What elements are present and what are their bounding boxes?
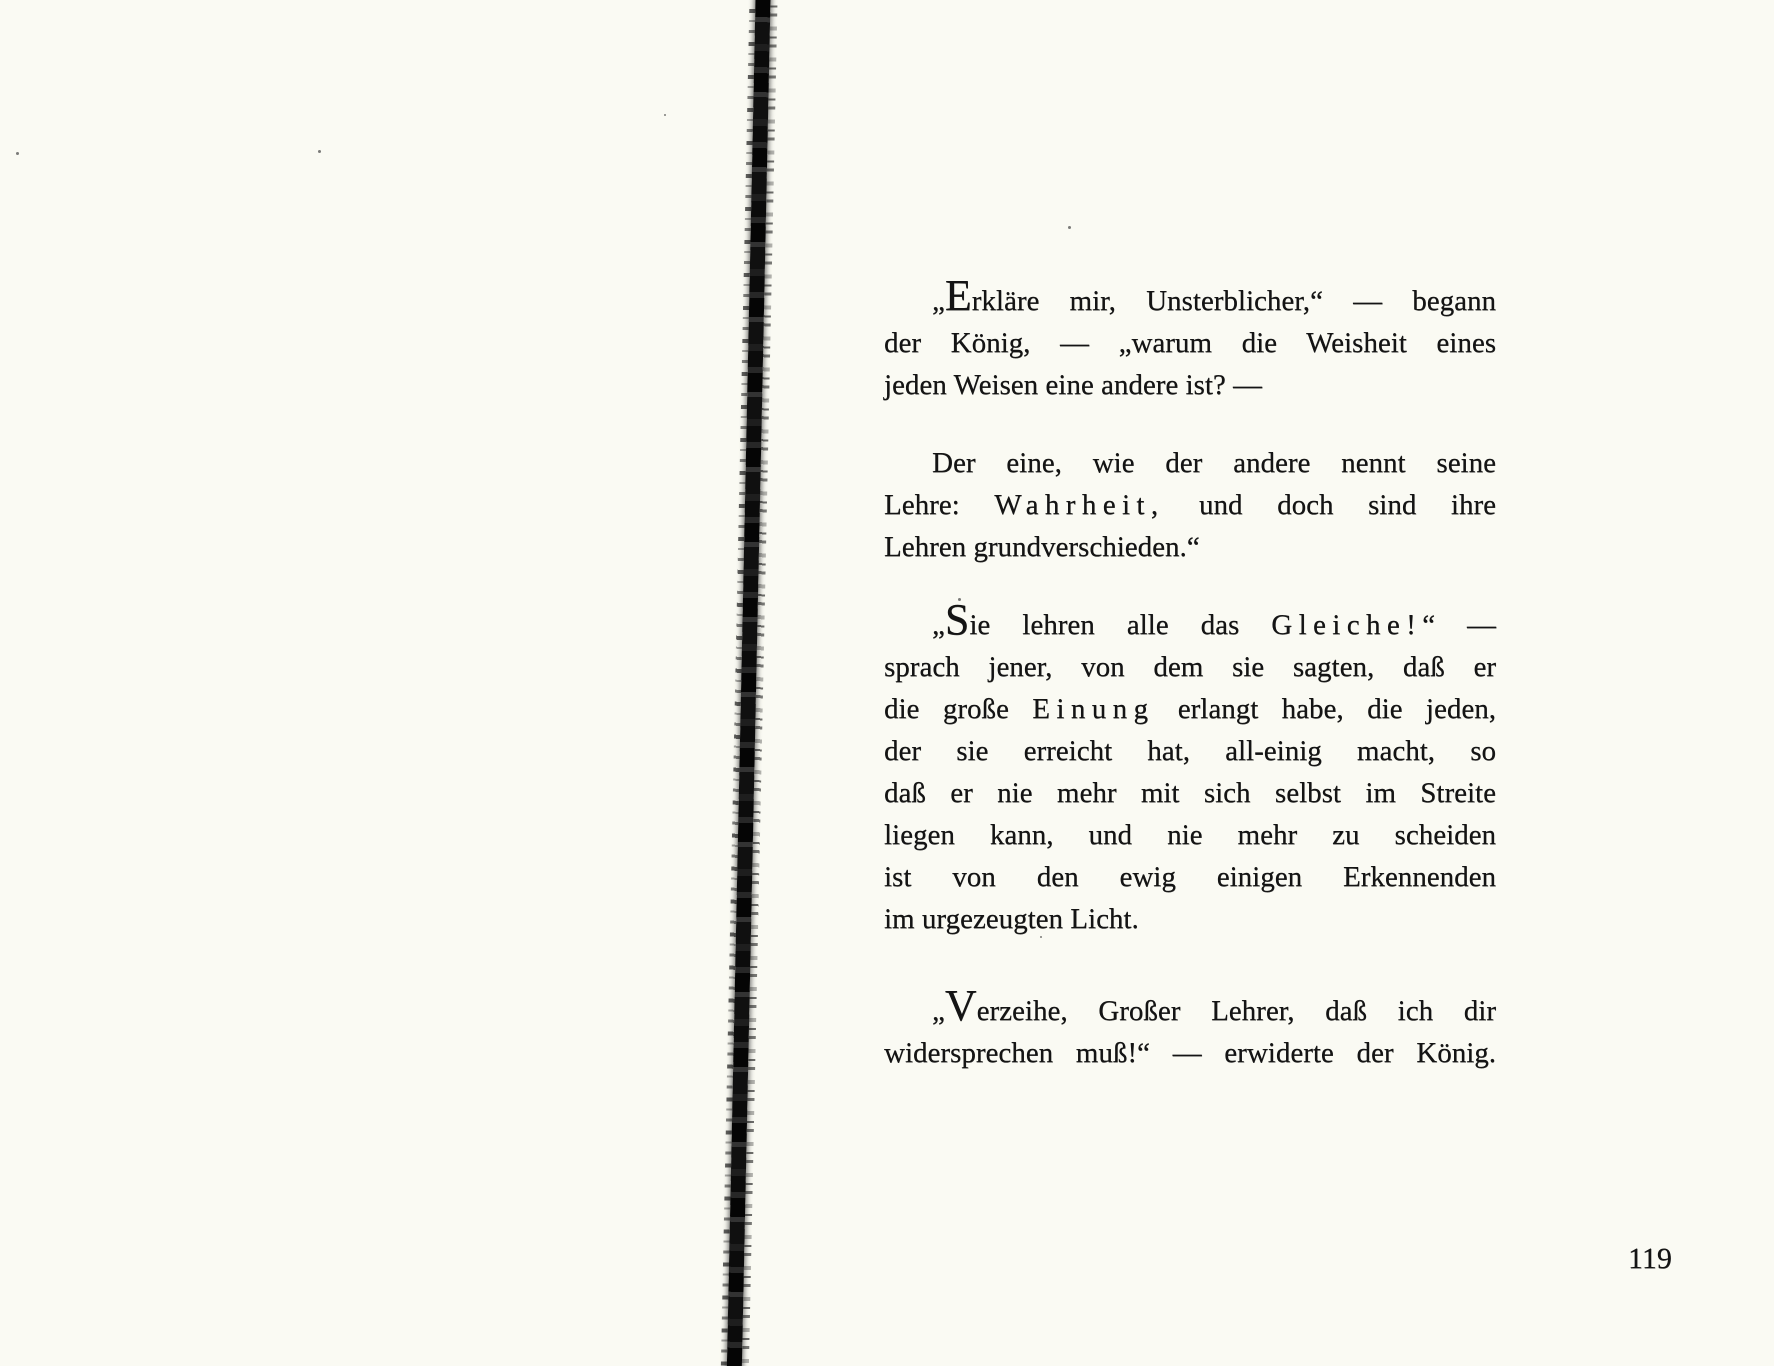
line-text: erzeihe, Großer Lehrer, daß ich dir: [976, 995, 1496, 1027]
letterspaced-word: Einung: [1032, 693, 1155, 725]
text-line: Der eine, wie der andere nennt seine: [932, 447, 1496, 479]
dust-speck: [318, 150, 321, 153]
quote-mark: „: [932, 285, 945, 317]
dust-speck: [664, 114, 666, 116]
initial-capital: E: [944, 271, 972, 320]
paragraph-2: [884, 442, 1496, 568]
text-line: [884, 271, 1496, 322]
text-line: der König, — „warum die Weisheit eines: [884, 327, 1496, 359]
text-line: im urgezeugten Licht.: [884, 903, 1139, 935]
text-line: ist von den ewig einigen Erkennenden: [884, 861, 1496, 893]
line-text: und doch sind ihre: [1164, 489, 1496, 521]
text-line: [884, 484, 1496, 526]
line-text: Lehre:: [884, 489, 995, 521]
line-text: ie lehren alle das: [969, 609, 1272, 641]
text-line: der sie erreicht hat, all-einig macht, so: [884, 735, 1496, 767]
text-line: widersprechen muß!“ — erwiderte der König.: [884, 1037, 1496, 1069]
line-text: erlangt habe, die jeden,: [1154, 693, 1496, 725]
paragraph-1: [884, 271, 1496, 406]
page-number: 119: [1628, 1242, 1672, 1275]
text-line: jeden Weisen eine andere ist? —: [884, 369, 1263, 401]
initial-capital: V: [944, 981, 977, 1030]
text-line: sprach jener, von dem sie sagten, daß er: [884, 651, 1496, 683]
page-text-block: [884, 271, 1496, 1074]
text-line: [884, 595, 1496, 646]
line-text: “ —: [1422, 609, 1496, 641]
dust-speck: [16, 152, 19, 155]
initial-capital: S: [944, 595, 970, 644]
text-line: [884, 981, 1496, 1032]
letterspaced-word: Wahrheit,: [994, 489, 1165, 521]
paragraph-4: [884, 981, 1496, 1074]
text-line: daß er nie mehr mit sich selbst im Streite: [884, 777, 1496, 809]
quote-mark: „: [932, 609, 945, 641]
line-text: die große: [884, 693, 1033, 725]
text-line: Lehren grundverschieden.“: [884, 531, 1200, 563]
text-line: [884, 688, 1496, 730]
dust-speck: [1068, 226, 1071, 229]
letterspaced-word: Gleiche!: [1271, 609, 1423, 641]
paragraph-3: [884, 595, 1496, 940]
book-gutter-shadow: [726, 0, 771, 1366]
quote-mark: „: [932, 995, 945, 1027]
text-line: liegen kann, und nie mehr zu scheiden: [884, 819, 1496, 851]
line-text: rkläre mir, Unsterblicher,“ — begann: [971, 285, 1496, 317]
